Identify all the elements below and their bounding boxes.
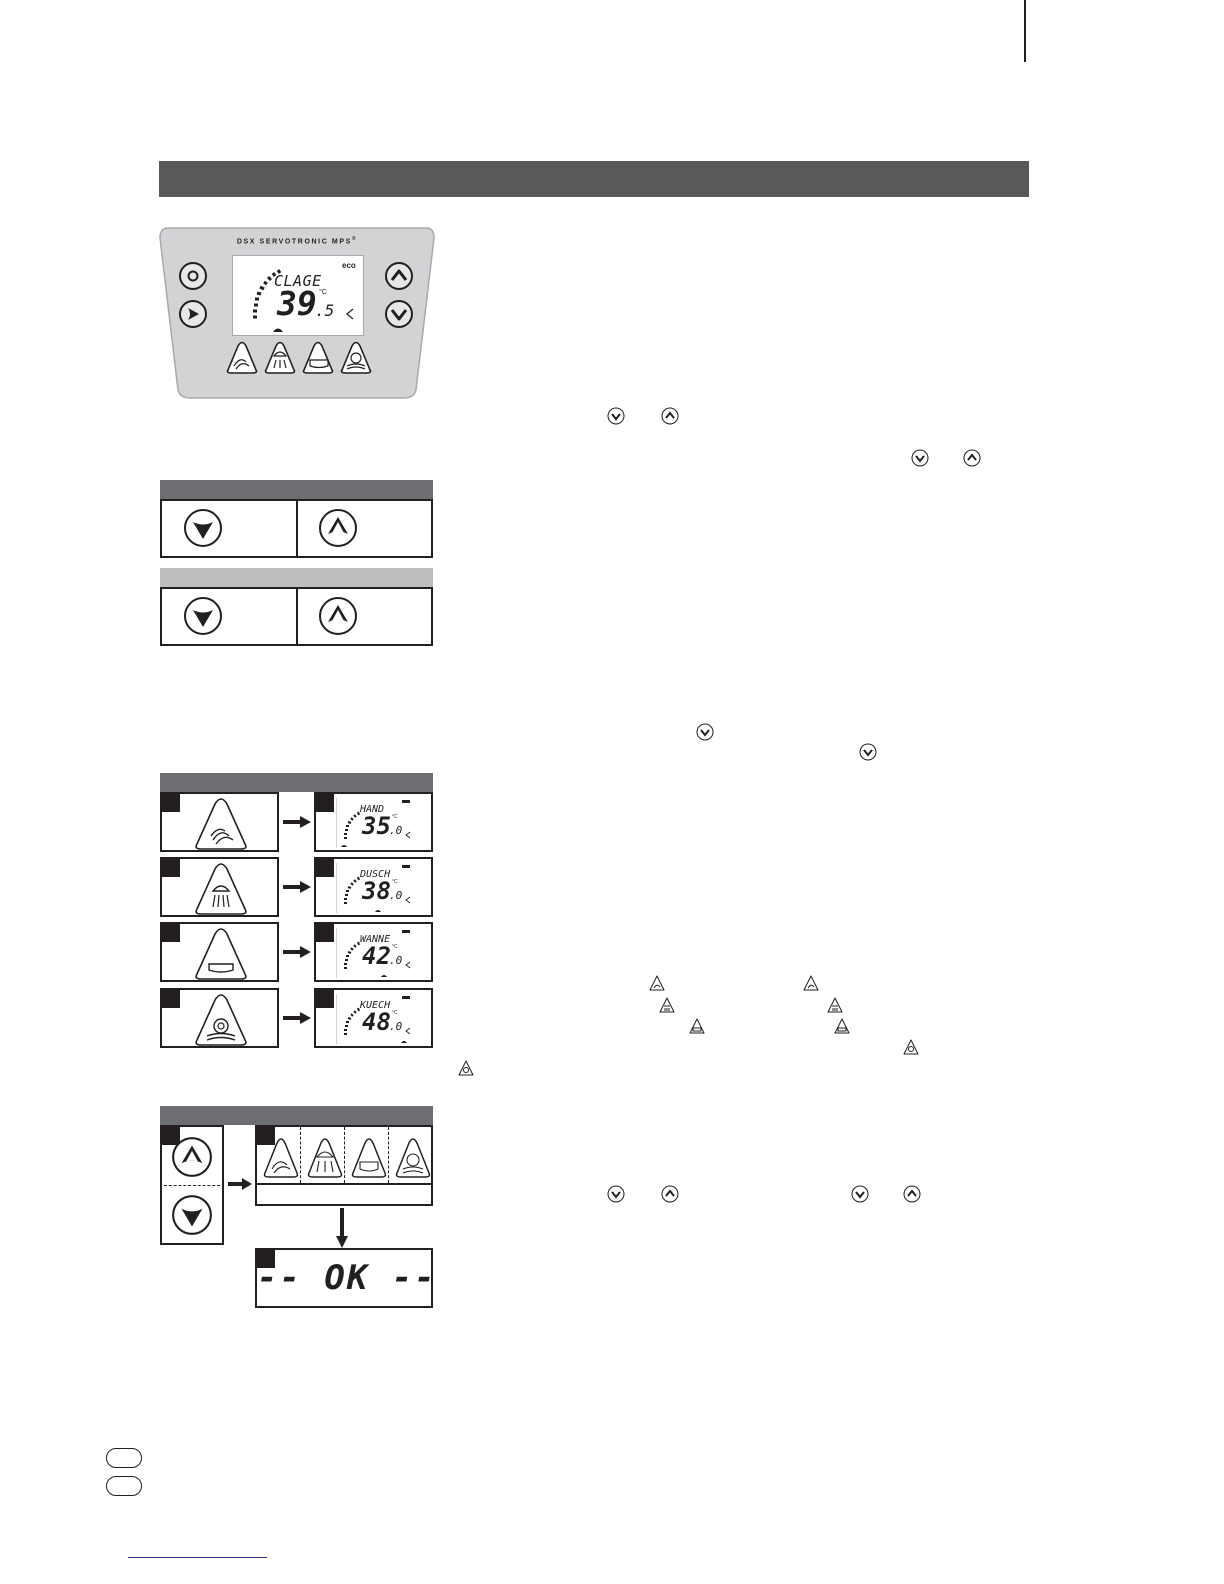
device-brand: DSX SERVOTRONIC MPS xyxy=(236,238,352,246)
device-preset-dishes-icon[interactable] xyxy=(342,343,371,374)
up-arrow-button-icon xyxy=(170,1135,214,1179)
inline-dishwashing-icon xyxy=(457,1059,475,1077)
inline-bathtub-icon xyxy=(688,1017,706,1035)
preset-display-mode: HAND xyxy=(360,804,385,815)
device-display-unit: °C xyxy=(319,289,327,296)
footer-link-underline[interactable] xyxy=(128,1557,267,1558)
preset-display-temp: 48 xyxy=(362,1008,391,1036)
preset-display-temp: 38 xyxy=(362,877,391,905)
preset-display-decimal: .0 xyxy=(389,1020,403,1033)
save-preset-box xyxy=(255,1125,433,1206)
preset-display-unit: °C xyxy=(392,879,398,885)
inline-down-icon xyxy=(911,449,929,467)
device-preset-buttons xyxy=(224,340,374,374)
table1-body xyxy=(160,499,433,558)
table1-header xyxy=(160,480,433,499)
device-down-button[interactable] xyxy=(384,299,414,329)
inline-up-icon xyxy=(903,1185,921,1203)
shower-icon[interactable] xyxy=(191,861,251,915)
inline-bathtub-icon xyxy=(833,1017,851,1035)
arrow-right-icon xyxy=(283,1011,311,1030)
arrow-right-icon xyxy=(283,880,311,899)
preset-lcd xyxy=(314,792,433,852)
preset-display-decimal: .0 xyxy=(389,824,403,837)
down-arrow-button-icon xyxy=(182,595,224,637)
inline-dishwashing-icon xyxy=(902,1038,920,1056)
top-rule xyxy=(1024,0,1026,62)
save-ok-box xyxy=(255,1248,437,1308)
preset-lcd xyxy=(314,988,433,1048)
table1-divider xyxy=(296,501,298,556)
hand-wash-icon[interactable] xyxy=(191,796,251,850)
inline-down-icon xyxy=(607,407,625,425)
eco-label: eco xyxy=(342,261,356,270)
inline-up-icon xyxy=(661,1185,679,1203)
section-header-bar xyxy=(159,161,1029,197)
inline-up-icon xyxy=(963,449,981,467)
presets-header xyxy=(160,773,433,792)
table2-divider xyxy=(296,589,298,644)
inline-down-icon xyxy=(859,743,877,761)
inline-hand-wash-icon xyxy=(648,974,666,992)
preset-display-temp: 42 xyxy=(362,942,391,970)
dishwashing-icon[interactable] xyxy=(191,992,251,1046)
preset-lcd xyxy=(314,922,433,982)
preset-display-mode: WANNE xyxy=(360,934,391,945)
device-display-mode: CLAGE xyxy=(274,272,322,290)
device-preset-bathtub-icon[interactable] xyxy=(304,343,333,374)
device-brand-mark: ® xyxy=(351,236,358,242)
preset-button-box xyxy=(160,792,279,852)
save-preset-divider xyxy=(257,1183,431,1185)
inline-down-icon xyxy=(696,723,714,741)
device-preset-shower-icon[interactable] xyxy=(266,343,295,374)
preset-display-unit: °C xyxy=(392,944,398,950)
step-marker xyxy=(162,794,180,812)
down-arrow-button-icon xyxy=(170,1193,214,1237)
preset-button-box xyxy=(160,988,279,1048)
inline-shower-icon xyxy=(658,996,676,1014)
device-display-temp: 39 xyxy=(277,284,317,323)
preset-lcd xyxy=(314,857,433,917)
memory-button[interactable] xyxy=(178,299,208,329)
save-updown-divider xyxy=(164,1185,220,1186)
arrow-right-icon xyxy=(283,815,311,834)
down-arrow-button-icon xyxy=(182,507,224,549)
preset-display-decimal: .0 xyxy=(389,889,403,902)
arrow-right-icon xyxy=(228,1177,252,1191)
save-preset-icons xyxy=(261,1135,431,1179)
arrow-down-icon xyxy=(335,1208,349,1248)
preset-display-temp: 35 xyxy=(362,812,391,840)
power-button[interactable] xyxy=(178,261,208,291)
device-brand-line xyxy=(158,236,436,245)
preset-button-box xyxy=(160,857,279,917)
step-marker xyxy=(162,924,180,942)
preset-display-mode: DUSCH xyxy=(360,869,391,880)
save-ok-text: -- OK -- xyxy=(257,1258,437,1298)
step-marker xyxy=(162,990,180,1008)
preset-button-box xyxy=(160,922,279,982)
preset-display-unit: °C xyxy=(392,814,398,820)
preset-display-unit: °C xyxy=(392,1010,398,1016)
up-arrow-button-icon xyxy=(317,507,359,549)
up-arrow-button-icon xyxy=(317,595,359,637)
bathtub-icon[interactable] xyxy=(191,926,251,980)
language-marker xyxy=(106,1476,142,1496)
language-marker xyxy=(106,1448,142,1468)
inline-down-icon xyxy=(851,1185,869,1203)
table2-body xyxy=(160,587,433,646)
table2-header xyxy=(160,568,433,587)
inline-down-icon xyxy=(607,1185,625,1203)
inline-shower-icon xyxy=(826,996,844,1014)
inline-up-icon xyxy=(661,407,679,425)
step-marker xyxy=(162,859,180,877)
device-up-button[interactable] xyxy=(384,261,414,291)
save-header xyxy=(160,1106,433,1125)
arrow-right-icon xyxy=(283,945,311,964)
preset-display-mode: KUECH xyxy=(360,1000,391,1011)
device-lcd xyxy=(232,255,364,336)
save-updown-box xyxy=(160,1125,224,1245)
device-display-decimal: .5 xyxy=(315,301,335,320)
preset-display-decimal: .0 xyxy=(389,954,403,967)
inline-hand-wash-icon xyxy=(802,974,820,992)
device-preset-hand-icon[interactable] xyxy=(228,343,257,374)
